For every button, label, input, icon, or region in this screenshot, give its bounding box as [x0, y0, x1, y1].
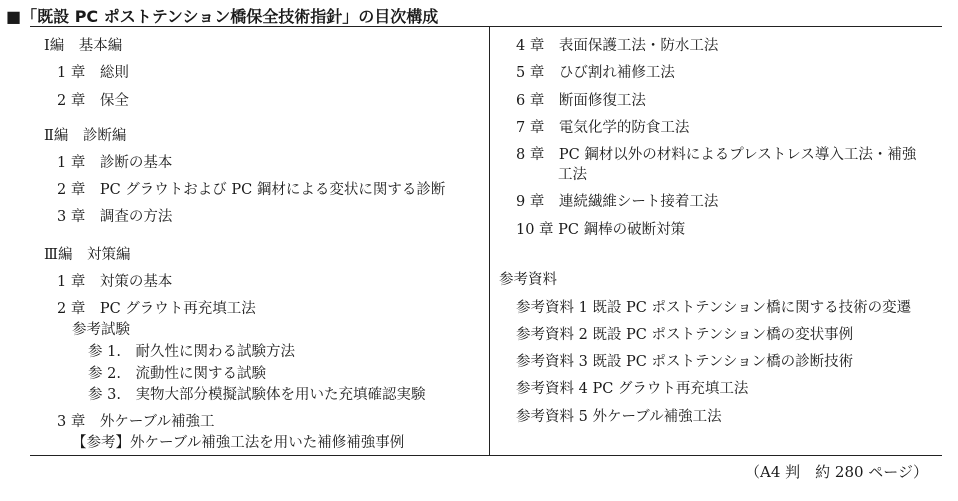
reference-materials-heading: 参考資料	[499, 272, 557, 288]
chapter8-line2: 工法	[558, 167, 587, 183]
reference-material-2: 参考資料 2 既設 PC ポストテンション橋の変状事例	[516, 327, 854, 343]
part2-heading: Ⅱ編 診断編	[44, 128, 127, 144]
part2-chapter2: 2 章 PC グラウトおよび PC 鋼材による変状に関する診断	[57, 182, 446, 198]
reference-material-5: 参考資料 5 外ケーブル補強工法	[516, 409, 722, 425]
chapter10: 10 章 PC 鋼棒の破断対策	[516, 222, 686, 238]
reference-case: 【参考】外ケーブル補強工法を用いた補修補強事例	[72, 435, 405, 451]
chapter6: 6 章 断面修復工法	[516, 93, 646, 109]
top-rule	[30, 26, 942, 27]
chapter4: 4 章 表面保護工法・防水工法	[516, 38, 719, 54]
reference-test-2: 参 2. 流動性に関する試験	[88, 366, 266, 382]
reference-test-3: 参 3. 実物大部分模擬試験体を用いた充填確認実験	[88, 387, 426, 403]
bottom-rule	[30, 455, 942, 456]
reference-material-1: 参考資料 1 既設 PC ポストテンション橋に関する技術の変遷	[516, 300, 912, 316]
page-info-footer: （A4 判 約 280 ページ）	[745, 463, 929, 481]
part3-chapter1: 1 章 対策の基本	[57, 274, 173, 290]
part1-chapter1: 1 章 総則	[57, 65, 129, 81]
reference-material-3: 参考資料 3 既設 PC ポストテンション橋の診断技術	[516, 354, 854, 370]
chapter5: 5 章 ひび割れ補修工法	[516, 65, 675, 81]
part1-heading: Ⅰ編 基本編	[44, 38, 123, 54]
column-divider	[489, 26, 490, 456]
reference-tests-heading: 参考試験	[72, 322, 130, 338]
part3-chapter2: 2 章 PC グラウト再充填工法	[57, 301, 256, 317]
part2-chapter1: 1 章 診断の基本	[57, 155, 173, 171]
part2-chapter3: 3 章 調査の方法	[57, 209, 173, 225]
chapter8-line1: 8 章 PC 鋼材以外の材料によるプレストレス導入工法・補強	[516, 147, 917, 163]
reference-test-1: 参 1. 耐久性に関わる試験方法	[88, 344, 295, 360]
reference-material-4: 参考資料 4 PC グラウト再充填工法	[516, 381, 749, 397]
part1-chapter2: 2 章 保全	[57, 93, 129, 109]
chapter7: 7 章 電気化学的防食工法	[516, 120, 690, 136]
chapter9: 9 章 連続繊維シート接着工法	[516, 194, 719, 210]
part3-heading: Ⅲ編 対策編	[44, 247, 131, 263]
document-title: ■「既設 PC ポストテンション橋保全技術指針」の目次構成	[6, 7, 439, 26]
part3-chapter3: 3 章 外ケーブル補強工	[57, 414, 215, 430]
